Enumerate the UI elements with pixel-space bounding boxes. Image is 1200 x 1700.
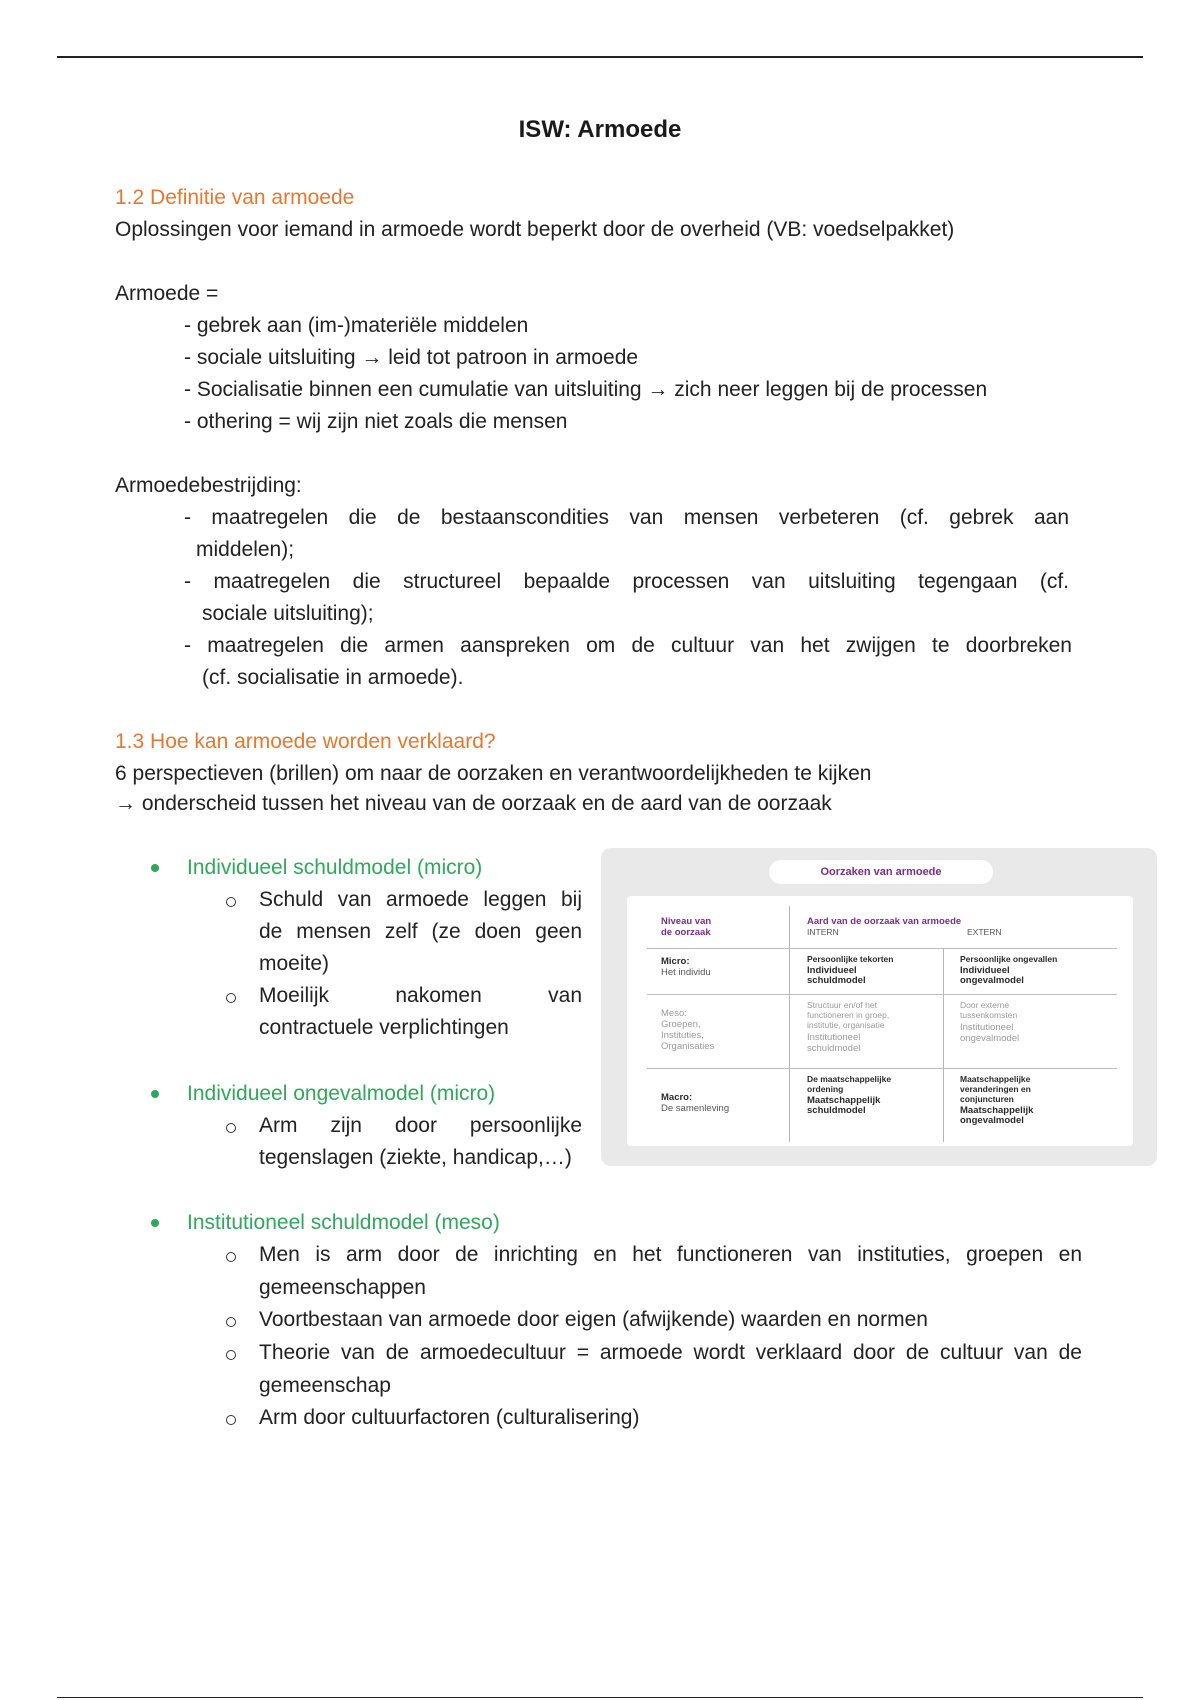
- row-intern-line: functioneren in groep,: [807, 1010, 890, 1020]
- row-intern-line: Institutioneel: [807, 1032, 861, 1043]
- model-title: Institutioneel schuldmodel (meso): [187, 1211, 500, 1234]
- row-level-line: Micro:: [661, 956, 690, 967]
- oorzaken-figure: [601, 848, 1157, 1166]
- model-point-line: moeite): [259, 952, 330, 975]
- bullet-icon: [151, 1090, 159, 1098]
- model-point-line: Moeilijk nakomen van: [259, 984, 582, 1007]
- model-point-line: contractuele verplichtingen: [259, 1016, 509, 1039]
- top-rule: [57, 56, 1143, 58]
- row-intern-line: Persoonlijke tekorten: [807, 954, 894, 964]
- row-extern-line: ongevalmodel: [960, 975, 1024, 986]
- armoede-label: Armoede =: [115, 282, 219, 305]
- model-point-line: gemeenschap: [259, 1374, 391, 1397]
- page-title: ISW: Armoede: [518, 116, 682, 143]
- row-level-line: Meso:: [661, 1008, 687, 1019]
- model-point-line: tegenslagen (ziekte, handicap,…): [259, 1146, 572, 1169]
- bottom-rule: [57, 1697, 1143, 1698]
- row-extern-line: veranderingen en: [960, 1084, 1031, 1094]
- bestrijding-item-line: - maatregelen die armen aanspreken om de cultuur van het zwijgen te doorbreken: [184, 634, 1072, 657]
- section-intro-1-3-arrow: → onderscheid tussen het niveau van de oorzaak en de aard van de oorzaak: [115, 792, 832, 815]
- row-intern-line: schuldmodel: [807, 1105, 866, 1116]
- model-point-line: de mensen zelf (ze doen geen: [259, 920, 582, 943]
- model-point-line: Arm zijn door persoonlijke: [259, 1114, 582, 1137]
- row-intern-line: De maatschappelijke: [807, 1074, 892, 1084]
- table-divider: [647, 994, 1117, 995]
- row-level-line: Macro:: [661, 1092, 693, 1103]
- bestrijding-item-line: - maatregelen die de bestaanscondities van mensen verbeteren (cf. gebrek aan: [184, 506, 1069, 529]
- row-level-line: Groepen,: [661, 1019, 701, 1030]
- row-intern-line: Individueel: [807, 965, 857, 976]
- header-extern: EXTERN: [967, 927, 1002, 937]
- section-intro-1-2: Oplossingen voor iemand in armoede wordt beperkt door de overheid (VB: voedselpakket): [115, 218, 955, 241]
- table-divider: [647, 1068, 1117, 1069]
- model-point-line: Arm door cultuurfactoren (culturalisering): [259, 1406, 640, 1429]
- circle-bullet-icon: [226, 993, 236, 1003]
- bullet-icon: [151, 1219, 159, 1227]
- model-point-line: Voortbestaan van armoede door eigen (afwijkende) waarden en normen: [259, 1308, 928, 1331]
- figure-title-pill: Oorzaken van armoede: [769, 860, 993, 884]
- circle-bullet-icon: [226, 1317, 236, 1327]
- bestrijding-item-line: - maatregelen die structureel bepaalde processen van uitsluiting tegengaan (cf.: [184, 570, 1069, 593]
- circle-bullet-icon: [226, 897, 236, 907]
- model-title: Individueel schuldmodel (micro): [187, 856, 483, 879]
- row-level-line: Het individu: [661, 967, 711, 978]
- circle-bullet-icon: [226, 1415, 236, 1425]
- section-heading-1-2: 1.2 Definitie van armoede: [115, 186, 355, 209]
- circle-bullet-icon: [226, 1123, 236, 1133]
- row-extern-line: ongevalmodel: [960, 1033, 1020, 1044]
- row-extern-line: Maatschappelijke: [960, 1074, 1031, 1084]
- armoede-item: - sociale uitsluiting → leid tot patroon in armoede: [184, 346, 639, 369]
- figure-table: [627, 896, 1133, 1146]
- circle-bullet-icon: [226, 1350, 236, 1360]
- row-extern-line: tussenkomsten: [960, 1010, 1018, 1020]
- header-intern: INTERN: [807, 927, 839, 937]
- row-level-line: De samenleving: [661, 1103, 730, 1114]
- row-level-line: Instituties,: [661, 1030, 704, 1041]
- bestrijding-item-line: middelen);: [196, 538, 295, 561]
- model-point-line: Schuld van armoede leggen bij: [259, 888, 582, 911]
- row-intern-line: schuldmodel: [807, 975, 866, 986]
- bestrijding-label: Armoedebestrijding:: [115, 474, 302, 497]
- row-extern-line: Door externe: [960, 1000, 1010, 1010]
- header-niveau-line: de oorzaak: [661, 927, 711, 938]
- row-extern-line: Individueel: [960, 965, 1010, 976]
- table-divider: [943, 948, 944, 1142]
- armoede-item: - Socialisatie binnen een cumulatie van uitsluiting → zich neer leggen bij de processen: [184, 378, 988, 401]
- section-intro-1-3: 6 perspectieven (brillen) om naar de oorzaken en verantwoordelijkheden te kijken: [115, 762, 872, 785]
- row-intern-line: schuldmodel: [807, 1043, 861, 1054]
- bestrijding-item-line: (cf. socialisatie in armoede).: [202, 666, 464, 689]
- table-divider: [647, 948, 1117, 949]
- model-point-line: Men is arm door de inrichting en het functioneren van instituties, groepen en: [259, 1243, 1082, 1266]
- row-intern-line: institutie, organisatie: [807, 1020, 885, 1030]
- row-level-line: Organisaties: [661, 1041, 715, 1052]
- row-extern-line: conjuncturen: [960, 1094, 1014, 1104]
- table-divider: [789, 906, 790, 1142]
- row-extern-line: Institutioneel: [960, 1022, 1014, 1033]
- row-intern-line: Structuur en/of het: [807, 1000, 877, 1010]
- model-point-line: Theorie van de armoedecultuur = armoede wordt verklaard door de cultuur van de: [259, 1341, 1082, 1364]
- model-point-line: gemeenschappen: [259, 1276, 426, 1299]
- row-extern-line: Maatschappelijk: [960, 1105, 1034, 1116]
- armoede-item: - othering = wij zijn niet zoals die mensen: [184, 410, 568, 433]
- model-title: Individueel ongevalmodel (micro): [187, 1082, 496, 1105]
- bestrijding-item-line: sociale uitsluiting);: [202, 602, 374, 625]
- row-extern-line: ongevalmodel: [960, 1115, 1024, 1126]
- row-extern-line: Persoonlijke ongevallen: [960, 954, 1058, 964]
- circle-bullet-icon: [226, 1252, 236, 1262]
- row-intern-line: Maatschappelijk: [807, 1095, 881, 1106]
- header-niveau-line: Niveau van: [661, 916, 712, 927]
- section-heading-1-3: 1.3 Hoe kan armoede worden verklaard?: [115, 730, 496, 753]
- header-aard: Aard van de oorzaak van armoede: [807, 916, 962, 927]
- row-intern-line: ordening: [807, 1084, 844, 1094]
- armoede-item: - gebrek aan (im-)materiële middelen: [184, 314, 529, 337]
- bullet-icon: [151, 864, 159, 872]
